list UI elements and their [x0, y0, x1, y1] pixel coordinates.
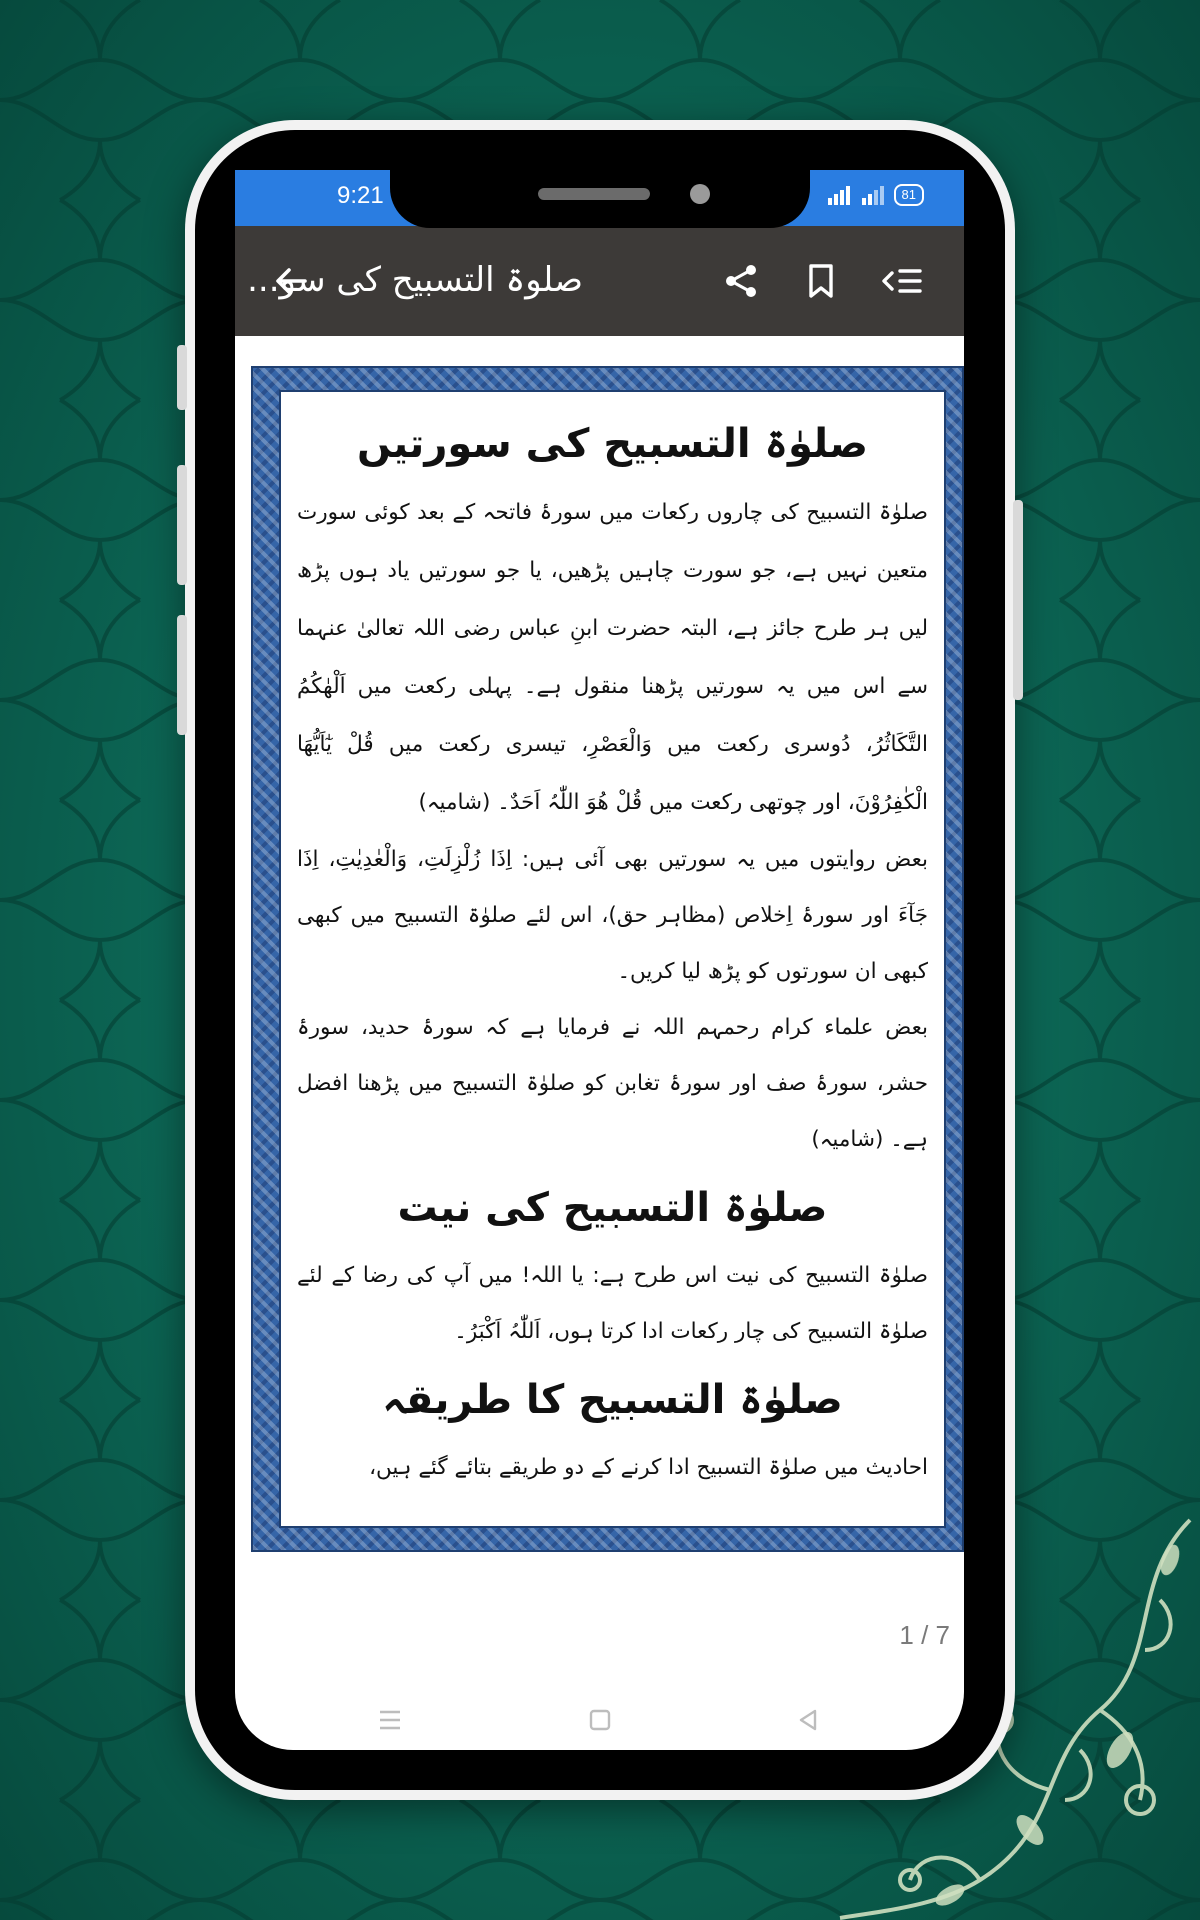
battery-indicator: 81	[894, 184, 924, 206]
share-icon	[721, 261, 761, 301]
bookmark-button[interactable]	[797, 257, 845, 305]
home-square-icon	[585, 1705, 615, 1735]
share-button[interactable]	[717, 257, 765, 305]
signal-2-icon	[860, 185, 886, 205]
home-button[interactable]	[580, 1700, 620, 1740]
phone-side-button	[177, 615, 187, 735]
phone-notch	[390, 158, 810, 228]
bookmark-icon	[801, 261, 841, 301]
document-heading-surahs: صلوٰۃ التسبیح کی سورتیں	[356, 421, 869, 467]
status-indicators	[826, 184, 924, 206]
list-indent-icon	[880, 261, 924, 301]
speaker-grille	[538, 188, 650, 200]
phone-volume-down-button	[177, 465, 187, 585]
status-time: 9:21	[337, 182, 384, 209]
app-bar	[235, 226, 964, 336]
front-camera	[690, 184, 710, 204]
page-counter: 1 / 7	[899, 1620, 950, 1650]
document-paragraph-3: بعض علماء کرام رحمہم اللہ نے فرمایا ہے کہ سورۂ حدید، سورۂ حشر، سورۂ صف اور سورۂ تغابن کو صلوٰۃ التسبیح میں پڑھنا افضل ہے۔ (شامیہ)	[297, 1015, 928, 1152]
page-title: صلوۃ التسبیح کی سو...	[247, 260, 583, 300]
document-heading-intention: صلوٰۃ التسبیح کی نیت	[397, 1185, 828, 1231]
document-paragraph-1: صلوٰۃ التسبیح کی چاروں رکعات میں سورۂ فاتحہ کے بعد کوئی سورت متعین نہیں ہے، جو سورت چاہیں پڑھیں، یا جو سورتیں یاد ہوں پڑھ لیں ہر طرح جائز ہے، البتہ حضرت ابنِ عباس رضی اللہ تعالیٰ عنہما سے اس میں یہ سورتیں پڑھنا منقول ہے۔ پہلی رکعت میں اَلْھٰکُمُ التَّکَاثُرُ، دُوسری رکعت میں وَالْعَصْرِ، تیسری رکعت میں قُلْ یٰٓاَیُّھَا الْکٰفِرُوْنَ، اور چوتھی رکعت میں قُلْ ھُوَ اللّٰہُ اَحَدٌ۔ (شامیہ)	[297, 500, 928, 815]
phone-power-button	[1013, 500, 1023, 700]
document-heading-method: صلوٰۃ التسبیح کا طریقہ	[382, 1377, 843, 1423]
document-paragraph-5: احادیث میں صلوٰۃ التسبیح ادا کرنے کے دو طریقے بتائے گئے ہیں،	[369, 1455, 928, 1480]
signal-icon	[826, 185, 852, 205]
document-paragraph-2: بعض روایتوں میں یہ سورتیں بھی آئی ہیں: اِذَا زُلْزِلَتِ، وَالْعٰدِیٰتِ، اِذَا جَآءَ اور سورۂ اِخلاص (مظاہر حق)، اس لئے صلوٰۃ التسبیح میں کبھی کبھی ان سورتوں کو پڑھ لیا کریں۔	[297, 847, 928, 984]
recents-menu-icon	[375, 1705, 405, 1735]
app-screen	[235, 170, 964, 1750]
system-nav-bar	[235, 1700, 964, 1740]
document-paragraph-4: صلوٰۃ التسبیح کی نیت اس طرح ہے: یا اللہ! میں آپ کی رضا کے لئے صلوٰۃ التسبیح کی چار رکعات ادا کرتا ہوں، اَللّٰہُ اَکْبَرُ۔	[297, 1263, 928, 1344]
document-content	[279, 390, 946, 1528]
phone-volume-up-button	[177, 345, 187, 410]
system-back-button[interactable]	[788, 1700, 828, 1740]
table-of-contents-button[interactable]	[878, 257, 926, 305]
recents-button[interactable]	[370, 1700, 410, 1740]
back-triangle-icon	[793, 1705, 823, 1735]
document-page[interactable]	[251, 366, 964, 1552]
